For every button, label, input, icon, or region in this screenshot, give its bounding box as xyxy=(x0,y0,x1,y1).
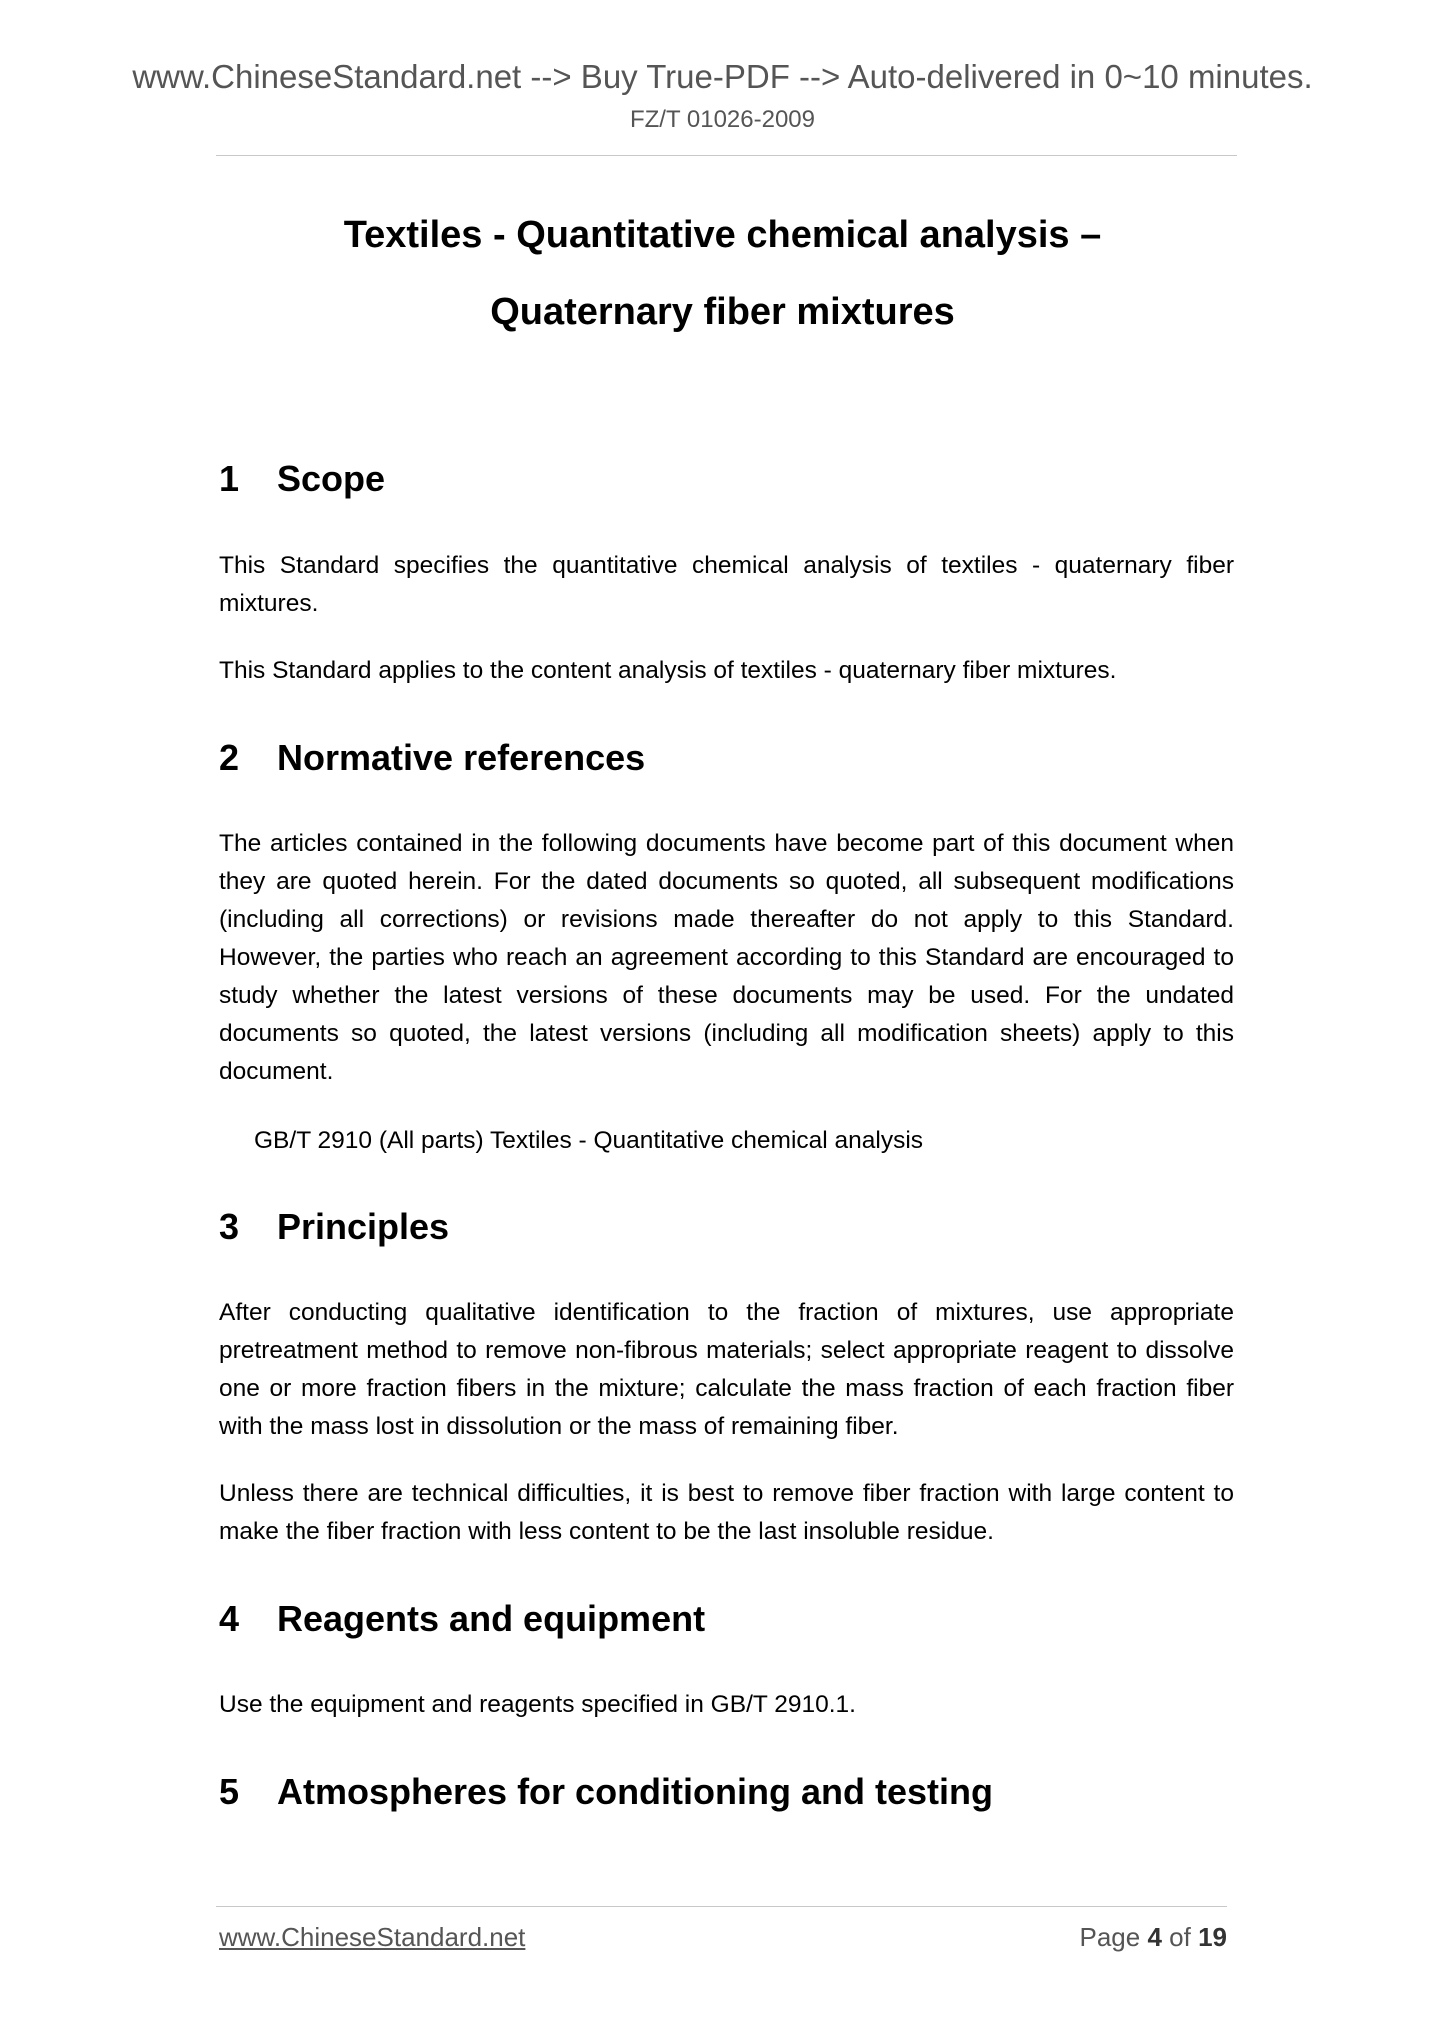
section-title: Normative references xyxy=(277,737,646,778)
principles-paragraph-1: After conducting qualitative identification to the fraction of mixtures, use appropriate pretreatment method to remove non-fibrous materials; select appropriate reagent to dissolve one or more fraction fibers in the mixture; calculate the mass fraction of each fraction fiber with the mass lost in dissolution or the mass of remaining fiber. xyxy=(219,1299,1234,1440)
section-number: 5 xyxy=(219,1771,240,1812)
section-number: 4 xyxy=(219,1598,240,1639)
document-title-line-2: Quaternary fiber mixtures xyxy=(490,291,955,333)
page-label: Page xyxy=(1079,1922,1141,1952)
footer-website-link[interactable]: www.ChineseStandard.net xyxy=(219,1922,526,1952)
section-number: 1 xyxy=(219,458,240,499)
section-number: 2 xyxy=(219,737,240,778)
page-of-label: of xyxy=(1169,1922,1191,1952)
section-title: Atmospheres for conditioning and testing xyxy=(277,1771,994,1812)
header-banner: www.ChineseStandard.net --> Buy True-PDF --> Auto-delivered in 0~10 minutes. xyxy=(132,58,1313,95)
section-title: Scope xyxy=(277,458,386,499)
document-title-line-1: Textiles - Quantitative chemical analysis – xyxy=(343,214,1102,256)
section-heading-principles xyxy=(219,1206,449,1248)
standard-number: FZ/T 01026-2009 xyxy=(629,106,815,133)
page-indicator xyxy=(1079,1922,1227,1953)
total-page-count: 19 xyxy=(1198,1922,1227,1952)
section-heading-atmospheres xyxy=(219,1771,993,1813)
section-title: Principles xyxy=(277,1206,450,1247)
scope-paragraph-1: This Standard specifies the quantitative chemical analysis of textiles - quaternary fiber mixtures. xyxy=(219,552,1234,617)
current-page-number: 4 xyxy=(1147,1922,1162,1952)
section-heading-normative-references xyxy=(219,737,645,779)
section-number: 3 xyxy=(219,1206,240,1247)
footer-divider xyxy=(216,1906,1227,1907)
section-title: Reagents and equipment xyxy=(277,1598,706,1639)
principles-paragraph-2: Unless there are technical difficulties, it is best to remove fiber fraction with large content to make the fiber fraction with less content to be the last insoluble residue. xyxy=(219,1480,1234,1545)
normative-references-paragraph: The articles contained in the following documents have become part of this document when they are quoted herein. For the dated documents so quoted, all subsequent modifications (including all corrections) or revisions made thereafter do not apply to this Standard. However, the parties who reach an agreement according to this Standard are encouraged to study whether the latest versions of these documents may be used. For the undated documents so quoted, the latest versions (including all modification sheets) apply to this document. xyxy=(219,830,1234,1085)
reagents-paragraph: Use the equipment and reagents specified in GB/T 2910.1. xyxy=(219,1691,856,1718)
section-heading-scope xyxy=(219,458,385,500)
header-divider xyxy=(216,155,1237,156)
section-heading-reagents-and-equipment xyxy=(219,1598,705,1640)
scope-paragraph-2: This Standard applies to the content analysis of textiles - quaternary fiber mixtures. xyxy=(219,657,1117,684)
normative-reference-item: GB/T 2910 (All parts) Textiles - Quantitative chemical analysis xyxy=(254,1127,924,1154)
